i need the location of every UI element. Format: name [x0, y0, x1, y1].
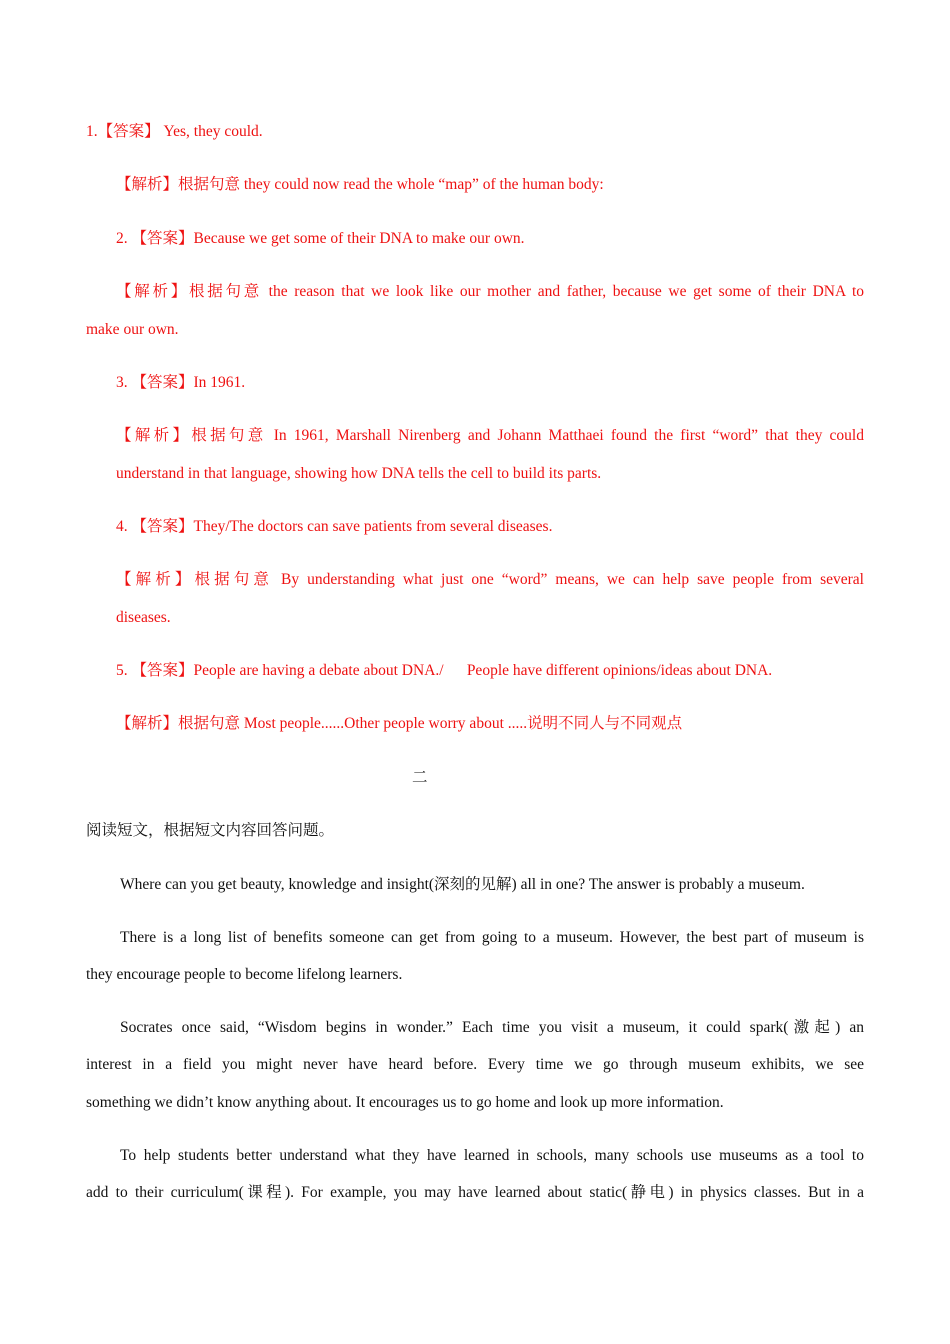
explanation-4-line-2: diseases.: [116, 609, 171, 626]
explanation-4-line-1: 【解析】根据句意 By understanding what just one “word” means, we can help save people from several: [116, 571, 864, 588]
explanation-5: 【解析】根据句意 Most people......Other people worry about .....说明不同人与不同观点: [116, 715, 683, 732]
passage-paragraph-1-line-1: Where can you get beauty, knowledge and insight(深刻的见解) all in one? The answer is probably a museum.: [120, 876, 805, 893]
passage-paragraph-3-line-1: Socrates once said, “Wisdom begins in wonder.” Each time you visit a museum, it could spark(激起) an: [120, 1019, 864, 1036]
passage-paragraph-3-line-2: interest in a field you might never have heard before. Every time we go through museum exhibits, we see: [86, 1056, 864, 1073]
answer-1: 1.【答案】 Yes, they could.: [86, 123, 263, 140]
section-heading: 二: [412, 769, 428, 786]
reading-instruction: 阅读短文，根据短文内容回答问题。: [86, 822, 335, 839]
answer-4: 4. 【答案】They/The doctors can save patients from several diseases.: [116, 518, 553, 535]
explanation-1: 【解析】根据句意 they could now read the whole “map” of the human body:: [116, 176, 604, 193]
answer-3: 3. 【答案】In 1961.: [116, 374, 246, 391]
explanation-3-line-1: 【解析】根据句意 In 1961, Marshall Nirenberg and Johann Matthaei found the first “word” that they could: [116, 427, 864, 444]
passage-paragraph-2-line-1: There is a long list of benefits someone can get from going to a museum. However, the best part of museum is: [120, 929, 864, 946]
passage-paragraph-4-line-1: To help students better understand what they have learned in schools, many schools use museums as a tool to: [120, 1147, 864, 1164]
explanation-3-line-2: understand in that language, showing how DNA tells the cell to build its parts.: [116, 465, 602, 482]
explanation-2-line-2: make our own.: [86, 321, 179, 338]
passage-paragraph-4-line-2: add to their curriculum(课程). For example, you may have learned about static(静电) in physics classes. But in a: [86, 1184, 864, 1201]
answer-2: 2. 【答案】Because we get some of their DNA to make our own.: [116, 230, 525, 247]
answer-5: 5. 【答案】People are having a debate about DNA./ People have different opinions/ideas about DNA.: [116, 662, 773, 679]
passage-paragraph-3-line-3: something we didn’t know anything about. It encourages us to go home and look up more information.: [86, 1094, 724, 1111]
passage-paragraph-2-line-2: they encourage people to become lifelong learners.: [86, 966, 403, 983]
explanation-2-line-1: 【解析】根据句意 the reason that we look like our mother and father, because we get some of their DNA to: [116, 283, 864, 300]
